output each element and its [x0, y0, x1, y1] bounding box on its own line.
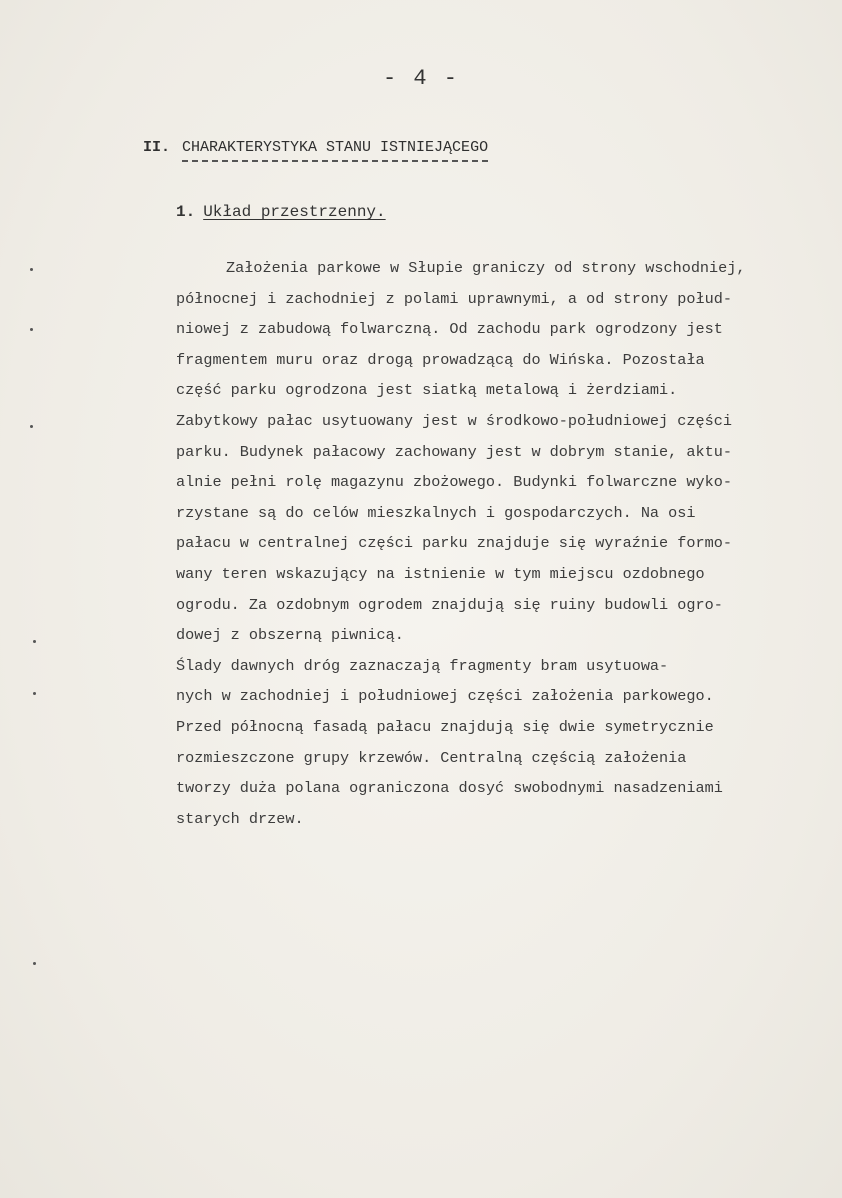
- body-line: Zabytkowy pałac usytuowany jest w środkowo-południowej części: [176, 411, 732, 430]
- body-line: dowej z obszerną piwnicą.: [176, 626, 404, 645]
- page-number: - 4 -: [382, 66, 459, 91]
- body-line: północnej i zachodniej z polami uprawnymi, a od strony połud-: [176, 289, 732, 308]
- margin-mark: [30, 268, 33, 271]
- body-paragraph: [176, 253, 816, 834]
- section-title: CHARAKTERYSTYKA STANU ISTNIEJĄCEGO: [182, 139, 488, 162]
- body-line: Ślady dawnych dróg zaznaczają fragmenty bram usytuowa-: [176, 656, 669, 675]
- body-line: fragmentem muru oraz drogą prowadzącą do Wińska. Pozostała: [176, 350, 705, 369]
- body-line: tworzy duża polana ograniczona dosyć swobodnymi nasadzeniami: [176, 779, 723, 798]
- body-line: ogrodu. Za ozdobnym ogrodem znajdują się ruiny budowli ogro-: [176, 595, 723, 614]
- margin-mark: [33, 962, 36, 965]
- body-line: wany teren wskazujący na istnienie w tym miejscu ozdobnego: [176, 564, 705, 583]
- body-line: rozmieszczone grupy krzewów. Centralną częścią założenia: [176, 748, 687, 767]
- body-line: Założenia parkowe w Słupie graniczy od strony wschodniej,: [226, 259, 746, 277]
- margin-mark: [30, 425, 33, 428]
- subsection-title: Układ przestrzenny.: [203, 203, 386, 221]
- section-number: II.: [143, 139, 171, 156]
- body-line: niowej z zabudową folwarczną. Od zachodu park ogrodzony jest: [176, 320, 723, 339]
- body-line: część parku ogrodzona jest siatką metalową i żerdziami.: [176, 381, 678, 400]
- body-line: rzystane są do celów mieszkalnych i gospodarczych. Na osi: [176, 503, 696, 522]
- margin-mark: [30, 328, 33, 331]
- body-line: pałacu w centralnej części parku znajduje się wyraźnie formo-: [176, 534, 732, 553]
- margin-mark: [33, 692, 36, 695]
- body-line: starych drzew.: [176, 809, 304, 828]
- section-heading: [143, 139, 488, 156]
- body-line: nych w zachodniej i południowej części założenia parkowego.: [176, 687, 714, 706]
- body-line: parku. Budynek pałacowy zachowany jest w dobrym stanie, aktu-: [176, 442, 732, 461]
- body-line: Przed północną fasadą pałacu znajdują się dwie symetrycznie: [176, 717, 714, 736]
- subsection-heading: [176, 203, 386, 221]
- body-line: alnie pełni rolę magazynu zbożowego. Budynki folwarczne wyko-: [176, 473, 732, 492]
- margin-mark: [33, 640, 36, 643]
- subsection-number: 1.: [176, 203, 196, 221]
